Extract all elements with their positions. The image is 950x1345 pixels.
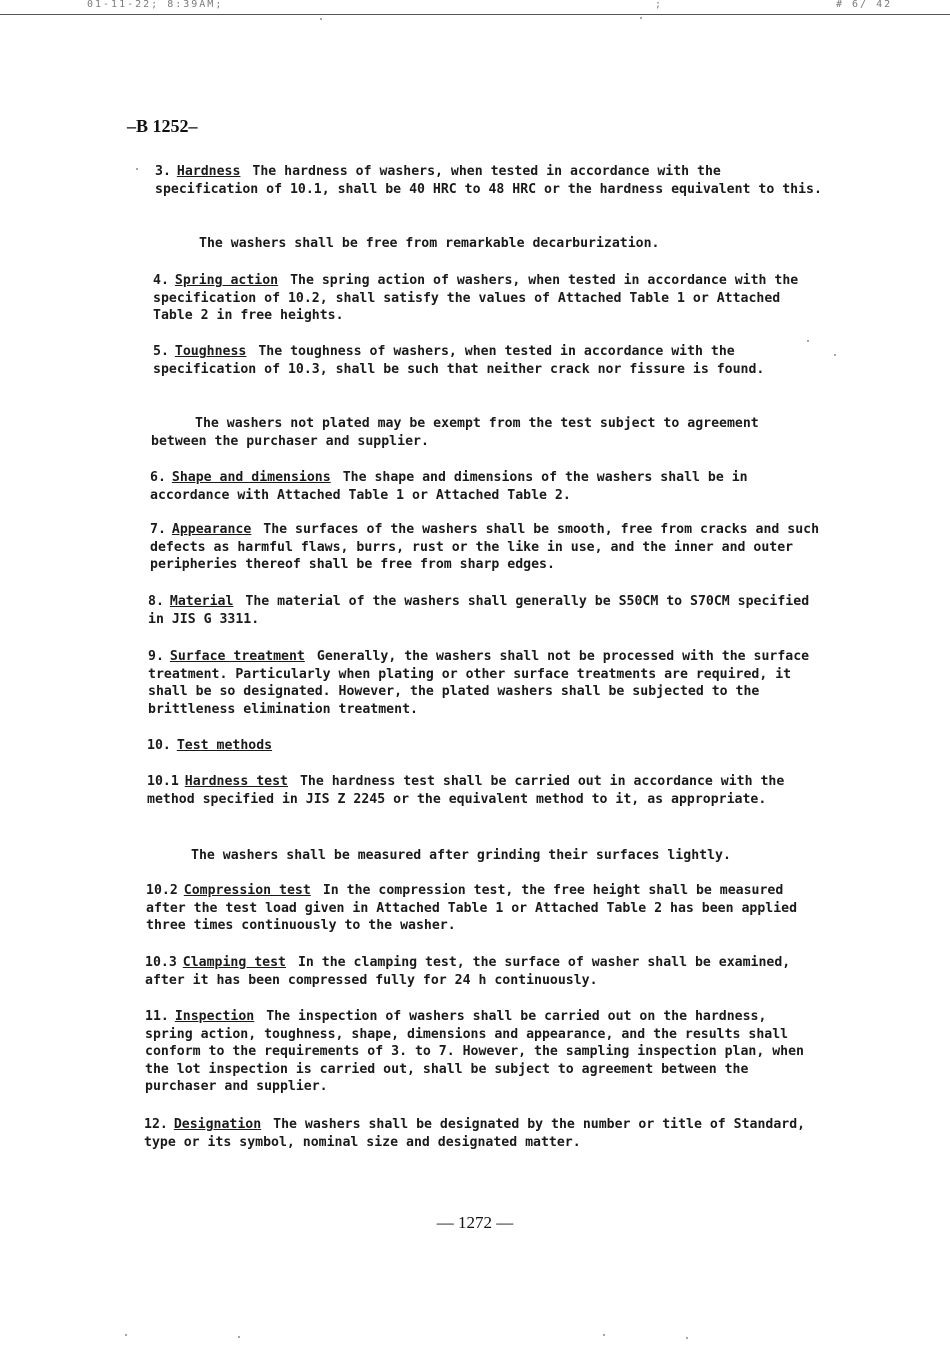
section-text: The shape and dimensions of the washers shall be in accordance with Attached Table 1 or Attached Table 2. (150, 470, 748, 503)
section-text: The surfaces of the washers shall be smooth, free from cracks and such defects as harmful flaws, burrs, rust or the like in use, and the inner and outer peripheries thereof shall be free from sharp edges. (150, 522, 820, 572)
section-10 (147, 737, 817, 755)
scan-speck (125, 1334, 127, 1336)
section-heading: Test methods (176, 738, 273, 753)
scan-speck (320, 18, 322, 20)
section-text: The hardness of washers, when tested in accordance with the specification of 10.1, shall be 40 HRC to 48 HRC or the hardness equivalent to this. (155, 164, 822, 197)
scan-speck (238, 1336, 240, 1338)
fax-separator: ; (655, 0, 664, 10)
section-11 (145, 1008, 815, 1096)
section-7 (150, 521, 820, 574)
section-number: 6. (150, 470, 166, 485)
section-10-1 (147, 773, 817, 808)
section-3-note: The washers shall be free from remarkable decarburization. (199, 236, 660, 251)
section-heading: Material (169, 594, 234, 609)
scan-speck (136, 168, 138, 170)
section-number: 10. (147, 738, 171, 753)
section-heading: Shape and dimensions (171, 470, 331, 485)
section-heading: Clamping test (182, 955, 286, 970)
section-number: 11. (145, 1009, 169, 1024)
section-text: In the clamping test, the surface of washer shall be examined, after it has been compressed fully for 24 h continuously. (145, 955, 791, 988)
section-9 (148, 648, 818, 718)
section-heading: Spring action (174, 273, 279, 288)
document-code: –B 1252– (127, 116, 198, 136)
section-heading: Hardness test (184, 774, 288, 789)
section-5 (153, 343, 823, 378)
scan-speck (807, 340, 809, 342)
section-8 (148, 593, 818, 628)
fax-page-mark: # 6/ 42 (836, 0, 893, 10)
section-number: 3. (155, 164, 171, 179)
section-6 (150, 469, 820, 504)
section-number: 9. (148, 649, 164, 664)
section-10-1-note: The washers shall be measured after grinding their surfaces lightly. (191, 848, 731, 863)
scan-speck (640, 17, 642, 19)
page-number: — 1272 — (436, 1213, 514, 1232)
section-number: 12. (144, 1117, 168, 1132)
section-number: 7. (150, 522, 166, 537)
section-5-note: The washers not plated may be exempt from the test subject to agreement between the purchaser and supplier. (151, 416, 759, 449)
scan-speck (686, 1337, 688, 1339)
section-heading: Hardness (176, 164, 241, 179)
fax-header-rule (0, 14, 950, 15)
section-text: The material of the washers shall generally be S50CM to S70CM specified in JIS G 3311. (148, 594, 810, 627)
section-text: The inspection of washers shall be carried out on the hardness, spring action, toughness, shape, dimensions and appearance, and the results shall conform to the requirements of 3. to 7. However, the sampling inspection plan, when the lot inspection is carried out, shall be subject to agreement between the purchaser and supplier. (145, 1009, 804, 1094)
fax-header (0, 0, 950, 13)
section-text: The hardness test shall be carried out in accordance with the method specified in JIS Z 2245 or the equivalent method to it, as appropriate. (147, 774, 785, 807)
section-12 (144, 1116, 814, 1151)
section-heading: Inspection (174, 1009, 255, 1024)
section-number: 4. (153, 273, 169, 288)
section-10-3 (145, 954, 815, 989)
section-10-2 (146, 882, 816, 935)
section-heading: Appearance (171, 522, 252, 537)
section-3 (155, 163, 825, 198)
section-heading: Compression test (183, 883, 311, 898)
scan-speck (603, 1334, 605, 1336)
section-number: 5. (153, 344, 169, 359)
section-number: 10.2 (146, 883, 178, 898)
scan-speck (834, 354, 836, 356)
section-heading: Surface treatment (169, 649, 305, 664)
section-text: The toughness of washers, when tested in accordance with the specification of 10.3, shall be such that neither crack nor fissure is found. (153, 344, 765, 377)
section-number: 8. (148, 594, 164, 609)
section-number: 10.1 (147, 774, 179, 789)
section-4 (153, 272, 823, 325)
section-heading: Designation (173, 1117, 262, 1132)
section-text: Generally, the washers shall not be processed with the surface treatment. Particularly when plating or other surface treatments are required, it shall be so designated. However, the plated washers shall be subjected to the brittleness elimination treatment. (148, 649, 810, 717)
section-text: In the compression test, the free height shall be measured after the test load given in Attached Table 1 or Attached Table 2 has been applied three times continuously to the washer. (146, 883, 798, 933)
section-number: 10.3 (145, 955, 177, 970)
fax-timestamp: 01-11-22; 8:39AM; (87, 0, 224, 10)
section-heading: Toughness (174, 344, 247, 359)
section-text: The spring action of washers, when tested in accordance with the specification of 10.2, shall satisfy the values of Attached Table 1 or Attached Table 2 in free heights. (153, 273, 799, 323)
section-text: The washers shall be designated by the number or title of Standard, type or its symbol, nominal size and designated matter. (144, 1117, 806, 1150)
